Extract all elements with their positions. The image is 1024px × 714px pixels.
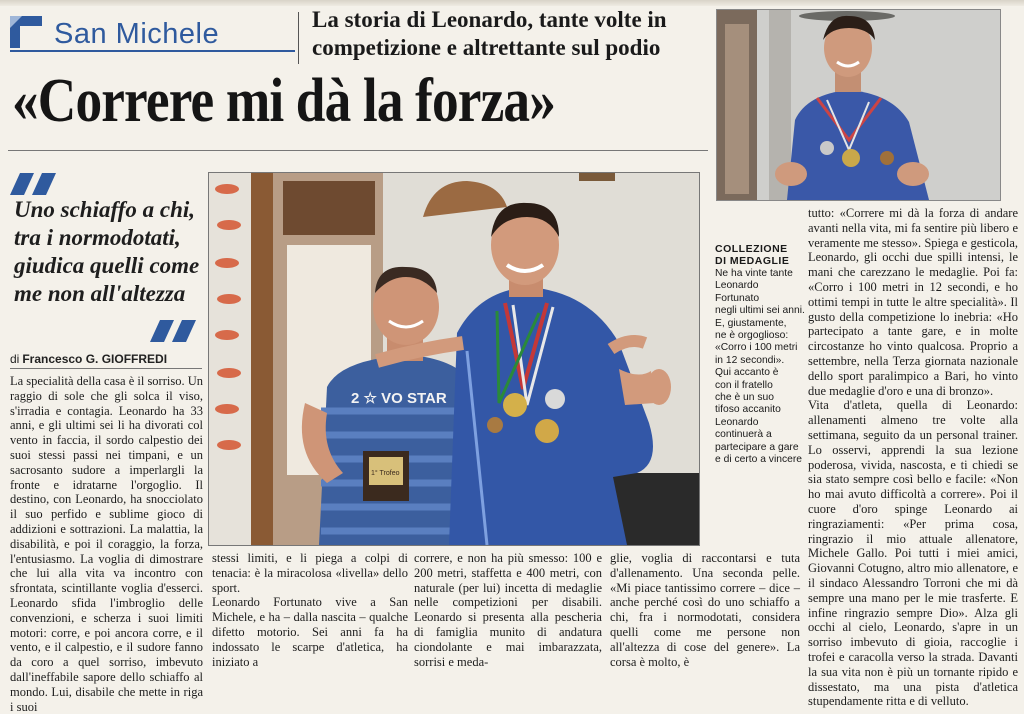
plaque-text: 1° Trofeo — [371, 470, 400, 477]
section-tag — [10, 14, 295, 54]
deck-quote: Uno schiaffo a chi, tra i normodotati, giudica quelli come me non all'altezza — [14, 197, 200, 306]
article-column-1: La specialità della casa è il sorriso. Un raggio di sole che gli solca il viso, s'irradia e contagia. Leonardo ha 33 anni, e gli ultimi sei li ha divorati col vento in faccia, il sordo calpestio dei suoi stessi passi nei timpani, e un sacrosanto sudore a imperlargli la fronte e idratarne l'orgoglio. Il destino, con Leonardo, ha snocciolato il suo perfido e sublime gioco di addizioni e sottrazioni. La malattia, la disabilità, e poi il coraggio, la forza, l'entusiasmo. La voglia di dimostrare che lui alla vita va incontro con sfrontata, scintillante voglia d'esserci. Leonardo sfida l'imbroglio delle convenzioni, e scherza i suoi limiti motori: corre, e poi ancora corre, e il vento, e il calpestio, e il sudore fanno da coro a quel sorriso, imbevuto dall'ineffabile sapore dello schiaffo al mondo. Lui, disabile che mette in riga i suoi — [10, 374, 203, 714]
section-rule — [10, 50, 295, 52]
article-column-5: tutto: «Correre mi dà la forza di andare avanti nella vita, mi fa sentire più libero e veramente me stesso». Spiega e gesticola, Leonardo, gli occhi due spilli intensi, le mani che carezzano le medaglie. Poi fa: «Corro i 100 metri in 12 secondi, e ho ottimi tempi in tutte le altre specialità». Il gusto della competizione lo inebria: «Ho partecipato a tante gare, e in molte circostanze ho vinto qualcosa. Proprio a settembre, nella Terza giornata nazionale dello sport paralimpico a Bari, ho vinto due medaglie d'oro e una di bronzo». Vita d'atleta, quella di Leonardo: allenamenti almeno tre volte alla settimana, seguito da un personal trainer. Lo osservi, apprendi la sua lezione poderosa, vivida, nascosta, e ti chiedi se sia stato sempre così bello e facile: «Non ho mai avuto difficoltà a correre». Poi il cuore d'oro spinge Leonardo ai ringraziamenti: «Per prima cosa, ringrazio il mio attuale allenatore, Michele Gallo. Poi tutti i miei amici, Giovanni Cotugno, altro mio allenatore, e il sindaco Alessandro Torroni che mi dà sempre una mano per le mie trasferte. E infine ringrazio sempre Dio». Alza gli occhi al cielo, Leonardo, s'apre in un sorriso imbevuto di gioia, raccoglie i trofei e caracolla verso la strada. Davanti la sua vita non è più un tornante ripido e dissestato, ma una pista d'atletica stupendamente ritta e di velluto. — [808, 206, 1018, 709]
article-column-2: stessi limiti, e li piega a colpi di tenacia: è la miracolosa «livella» dello sport. Leonardo Fortunato vive a San Michele, e ha – dalla nascita – qualche difetto motorio. Sei anni fa ha indossato le scarpe d'atletica, ha iniziato a — [212, 551, 408, 669]
photo-athlete-portrait — [716, 9, 1001, 201]
caption-body: Ne ha vinte tante Leonardo Fortunato negli ultimi sei anni. E, giustamente, ne è orgoglioso: «Corro i 100 metri in 12 secondi». Qui accanto è con il fratello che è un suo tifoso accanito Leonardo continuerà a partecipare a gare e di certo a vincere — [715, 268, 805, 466]
quote-mark-close-icon — [150, 320, 196, 342]
byline-rule — [10, 368, 202, 369]
headline: «Correre mi dà la forza» — [12, 67, 555, 135]
byline-prefix: di — [10, 352, 20, 366]
photo-athlete-with-brother — [208, 172, 700, 546]
headline-rule — [8, 150, 708, 151]
caption-title: COLLEZIONE DI MEDAGLIE — [715, 243, 790, 267]
article-column-4: glie, voglia di raccontarsi e tuta d'allenamento. Una seconda pelle. «Mi piace tantissimo correre – dice – anche perché così do uno schiaffo a chi, fra i normodotati, considera quelli come me persone non all'altezza di cose del genere». La corsa è molto, è — [610, 551, 800, 669]
kicker: La storia di Leonardo, tante volte in competizione e altrettante sul podio — [312, 7, 667, 60]
athlete-portrait-illustration — [717, 10, 1000, 200]
quote-mark-open-icon — [10, 173, 56, 195]
main-photo-illustration — [209, 173, 699, 545]
header-divider — [298, 12, 299, 64]
byline-author: Francesco G. GIOFFREDI — [22, 352, 168, 366]
section-name: San Michele — [54, 18, 220, 50]
byline — [10, 352, 200, 367]
shirt-print: 2 ☆ VO STAR — [351, 390, 447, 407]
article-column-3: correre, e non ha più smesso: 100 e 200 metri, staffetta e 400 metri, con naturale (per lui) incetta di medaglie nelle competizioni per disabili. Leonardo si presenta alla pescheria di famiglia munito di andatura ciondolante e mai imbarazzata, sorrisi e meda- — [414, 551, 602, 669]
section-logo-icon — [10, 16, 42, 48]
